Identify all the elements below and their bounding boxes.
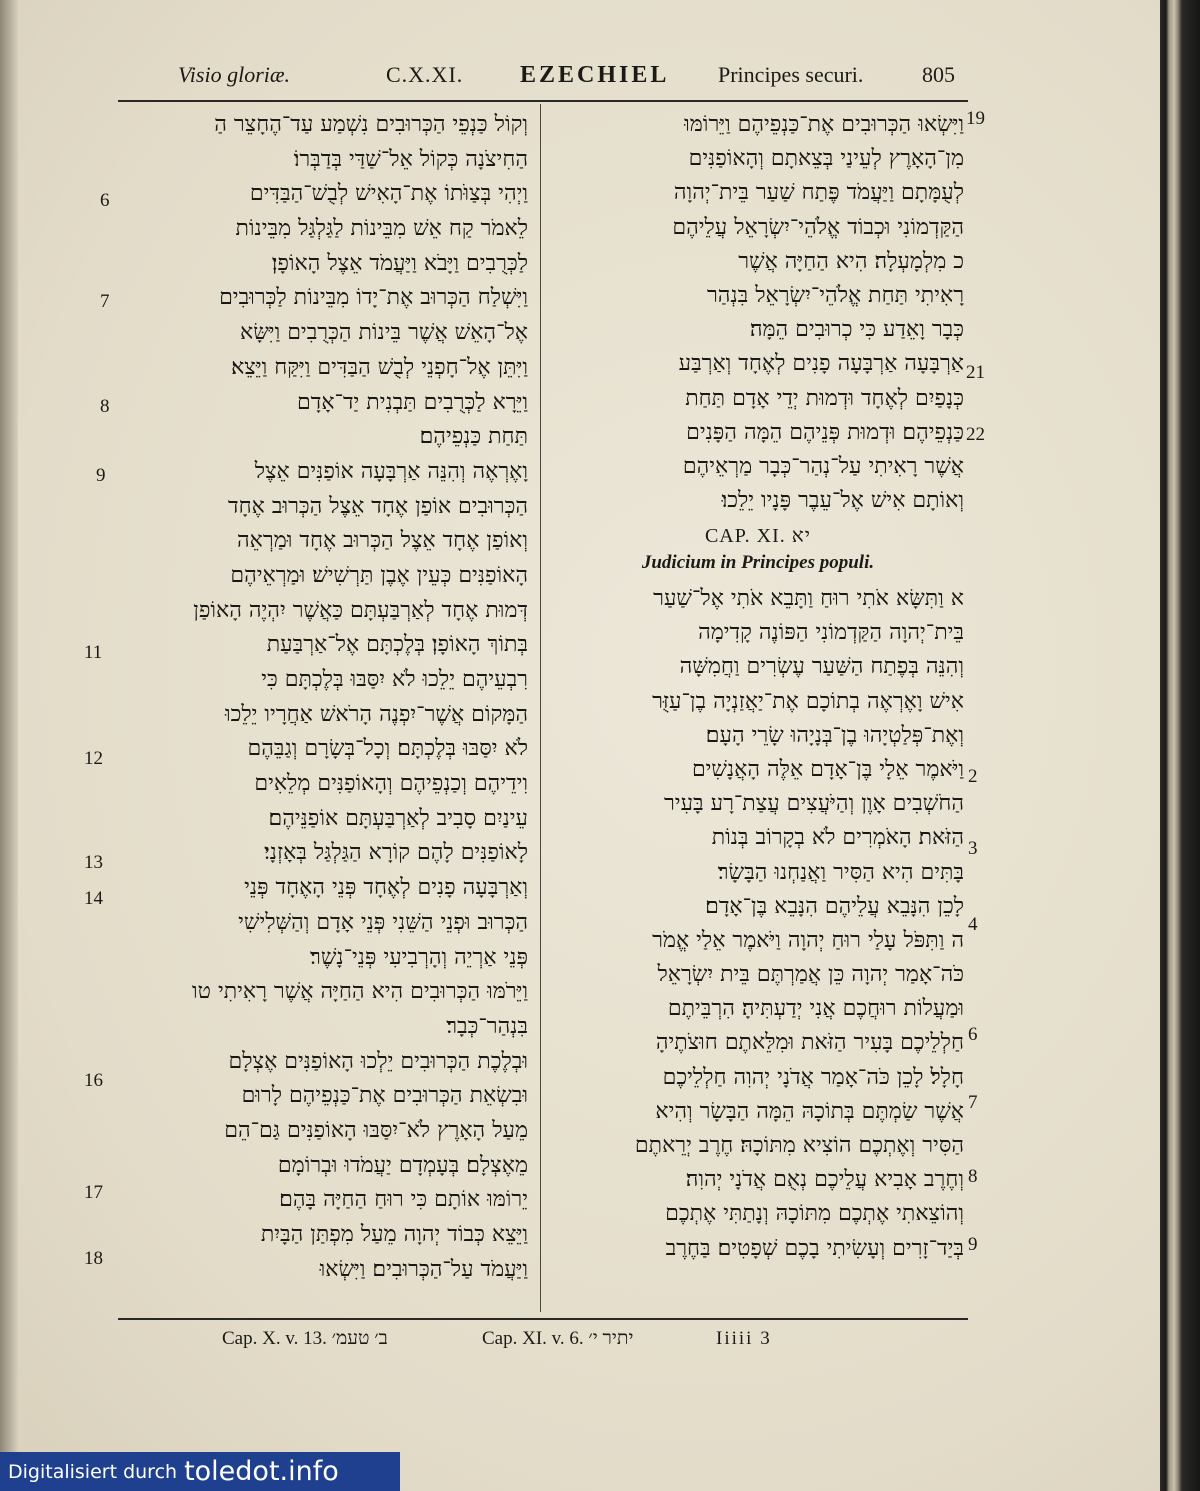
text-line: אֲשֶׁר שַׂמְתֶּם בְּתוֹכָהּ הֵמָּה הַבָּשָׂר וְהִיא bbox=[655, 1098, 964, 1124]
text-line: בְּתוֹךְ הָאוֹפָן׃ בְּלֶכְתָּם אֶל־אַרְבַּעַת bbox=[266, 632, 528, 658]
watermark-site[interactable]: toledot.info bbox=[184, 1456, 339, 1487]
verse-number: 11 bbox=[84, 642, 103, 663]
text-line: וַיֵּרֹמּוּ הַכְּרוּבִים הִיא הַחַיָּה אֲשֶׁר רָאִיתִי טו bbox=[192, 979, 528, 1005]
header-rule bbox=[118, 100, 968, 102]
verse-number: 14 bbox=[84, 888, 103, 909]
text-line: הַחֹשְׁבִים אָוֶן וְהַיֹּעֲצִים עֲצַת־רָע בָּעִיר bbox=[664, 791, 964, 817]
verse-number: 8 bbox=[968, 1166, 978, 1187]
text-line: א וַתִּשָּׂא אֹתִי רוּחַ וַתָּבֵא אֹתִי אֶל־שַׁעַר bbox=[653, 586, 964, 611]
text-line: וַיִּתֵּן אֶל־חָפְנֵי לְבֻשׁ הַבַּדִּים וַיִּקַּח וַיֵּצֵא׃ bbox=[231, 354, 528, 380]
left-column-text bbox=[118, 108, 528, 1287]
right-column-text-top bbox=[552, 108, 964, 518]
text-line: תַּחַת כַּנְפֵיהֶם׃ bbox=[419, 424, 528, 450]
text-line: רִבְעֵיהֶם יֵלֵכוּ לֹא יִסַּבּוּ בְּלֶכְתָּם כִּי bbox=[261, 667, 528, 692]
text-line: מֵעַל הָאָרֶץ לֹא־יִסַּבּוּ הָאוֹפַנִּים גַּם־הֵם bbox=[224, 1117, 528, 1143]
verse-number: 9 bbox=[96, 465, 106, 486]
verse-number: 9 bbox=[968, 1234, 978, 1255]
page-number: 805 bbox=[922, 62, 955, 87]
text-line: הַמָּקוֹם אֲשֶׁר־יִפְנֶה הָרֹאשׁ אַחֲרָיו יֵלֵכוּ bbox=[224, 701, 528, 727]
text-line: עֵינַיִם סָבִיב לְאַרְבַּעְתָּם אוֹפַנֵּיהֶם׃ bbox=[268, 805, 528, 831]
spine-shadow bbox=[0, 0, 18, 1491]
chapter-heading: CAP. XI. יא bbox=[704, 525, 812, 547]
text-line: הַכְּרוּב וּפְנֵי הַשֵּׁנִי פְּנֵי אָדָם וְהַשְּׁלִישִׁי bbox=[238, 909, 528, 935]
text-line: וְאוֹתָם אִישׁ אֶל־עֵבֶר פָּנָיו יֵלֵכוּ׃ bbox=[721, 488, 964, 514]
text-line: פְּנֵי אַרְיֵה וְהָרְבִיעִי פְּנֵי־נָשֶׁר׃ bbox=[310, 944, 528, 970]
text-line: וְחֶרֶב אָבִיא עֲלֵיכֶם נְאֻם אֲדֹנָי יְהוִה׃ bbox=[685, 1167, 964, 1193]
footer-rule bbox=[118, 1318, 968, 1320]
book-title: EZECHIEL bbox=[520, 62, 670, 88]
text-line: לְעֻמָּתָם וַיַּעֲמֹד פֶּתַח שַׁעַר בֵּית־יְהוָה bbox=[673, 180, 964, 206]
text-line: וָאֶרְאֶה וְהִנֵּה אַרְבָּעָה אוֹפַנִּים אֵצֶל bbox=[254, 458, 528, 484]
signature-mark: Iiiii 3 bbox=[716, 1328, 772, 1349]
text-line: לֵאמֹר קַח אֵשׁ מִבֵּינוֹת לַגַּלְגַּל מִבֵּינוֹת bbox=[235, 216, 528, 242]
verse-number: 16 bbox=[84, 1070, 103, 1091]
running-head-left: Visio gloriæ. bbox=[178, 62, 291, 87]
text-line: הַכְּרוּבִים אוֹפַן אֶחָד אֵצֶל הַכְּרוּב אֶחָד bbox=[228, 493, 528, 519]
text-line: בָּתִּים הִיא הַסִּיר וַאֲנַחְנוּ הַבָּשָׂר׃ bbox=[717, 859, 964, 885]
text-line: וּבִשְׂאֵת הַכְּרוּבִים אֶת־כַּנְפֵיהֶם לָרוּם bbox=[241, 1083, 528, 1109]
verse-number: 17 bbox=[84, 1182, 103, 1203]
text-line: מִן־הָאָרֶץ לְעֵינַי בְּצֵאתָם וְהָאוֹפַנִּים bbox=[688, 146, 964, 172]
text-line: וְקוֹל כַּנְפֵי הַכְּרוּבִים נִשְׁמַע עַד־הֶחָצֵר הַ bbox=[214, 112, 528, 137]
text-line: וִידֵיהֶם וְכַנְפֵיהֶם וְהָאוֹפַנִּים מְלֵאִים bbox=[254, 771, 528, 797]
text-line: מֵאֶצְלָם׃ בְּעָמְדָם יַעֲמֹדוּ וּבְרוֹמָם bbox=[277, 1152, 528, 1178]
text-line: וַיֹּאמֶר אֵלָי בֶּן־אָדָם אֵלֶּה הָאֲנָשִׁים bbox=[691, 756, 964, 782]
text-line: וַיַּעֲמֹד עַל־הַכְּרוּבִים׃ וַיִּשְׂאוּ bbox=[319, 1256, 528, 1282]
verse-number: 6 bbox=[100, 190, 110, 211]
text-line: בֵּית־יְהוָה הַקַּדְמוֹנִי הַפּוֹנֶה קָדִימָה bbox=[698, 620, 964, 646]
text-line: הַחִיצֹנָה כְּקוֹל אֵל־שַׁדַּי בְּדַבְּרוֹ׃ bbox=[293, 146, 528, 172]
book-edge bbox=[1160, 0, 1200, 1491]
right-column-text-bottom bbox=[552, 582, 964, 1266]
text-line: לָאוֹפַנִּים לָהֶם קוֹרָא הַגַּלְגַּל בְּאָזְנָי׃ bbox=[264, 840, 528, 866]
text-line: בְּיַד־זָרִים וְעָשִׂיתִי בָכֶם שְׁפָטִים׃ בַּחֶרֶב bbox=[665, 1235, 964, 1261]
digitization-watermark[interactable] bbox=[0, 1452, 400, 1491]
verse-number: 2 bbox=[968, 766, 978, 787]
watermark-prefix: Digitalisiert durch bbox=[8, 1460, 178, 1483]
running-head-right: Principes securi. bbox=[718, 62, 864, 87]
verse-number: 13 bbox=[84, 852, 103, 873]
text-line: הַזֹּאת׃ הָאֹמְרִים לֹא בְקָרוֹב בְּנוֹת bbox=[711, 825, 964, 851]
text-line: וְהוֹצֵאתִי אֶתְכֶם מִתּוֹכָהּ וְנָתַתִּי אֶתְכֶם bbox=[665, 1201, 964, 1227]
verse-number: 7 bbox=[968, 1092, 978, 1113]
text-line: וְאַרְבָּעָה פָנִים לְאֶחָד פְּנֵי הָאֶחָד פְּנֵי bbox=[244, 875, 528, 901]
text-line: וַיִּשְׁלַח הַכְּרוּב אֶת־יָדוֹ מִבֵּינוֹת לַכְּרוּבִים bbox=[219, 285, 528, 311]
text-line: אַרְבָּעָה אַרְבָּעָה פָנִים לְאֶחָד וְאַרְבַּע bbox=[678, 351, 964, 377]
verse-number: 4 bbox=[968, 914, 978, 935]
text-line: דְּמוּת אֶחָד לְאַרְבַּעְתָּם כַּאֲשֶׁר יִהְיֶה הָאוֹפַן bbox=[193, 597, 528, 623]
verse-number: 3 bbox=[968, 838, 978, 859]
text-line: לֹא יִסַּבּוּ בְּלֶכְתָּם׃ וְכָל־בְּשָׂרָם וְגַבֵּהֶם bbox=[247, 736, 528, 762]
verse-number: 21 bbox=[966, 362, 985, 383]
text-line: וַיֵּצֵא כְּבוֹד יְהוָה מֵעַל מִפְתַּן הַבָּיִת bbox=[260, 1222, 528, 1247]
text-line: וּבְלֶכֶת הַכְּרוּבִים יֵלְכוּ הָאוֹפַנִּים אֶצְלָם bbox=[228, 1048, 528, 1074]
text-line: אֲשֶׁר רָאִיתִי עַל־נְהַר־כְּבָר מַרְאֵיהֶם bbox=[682, 453, 964, 479]
verse-number: 6 bbox=[968, 1024, 978, 1045]
verse-number: 8 bbox=[100, 396, 110, 417]
text-line: אִישׁ וָאֶרְאֶה בְתוֹכָם אֶת־יַאֲזַנְיָה בֶן־עַזֻּר bbox=[652, 688, 964, 714]
text-line: יֵרוֹמּוּ אוֹתָם כִּי רוּחַ הַחַיָּה בָּהֶם׃ bbox=[279, 1187, 528, 1213]
text-line: לָכֵן הִנָּבֵא עֲלֵיהֶם הִנָּבֵא בֶּן־אָדָם׃ bbox=[705, 893, 964, 919]
footnote-left: Cap. X. v. 13. ב׳ טעמ׳ bbox=[222, 1328, 388, 1349]
verse-number: 7 bbox=[100, 291, 110, 312]
text-line: וְהִנֵּה בְּפֶתַח הַשַּׁעַר עֶשְׂרִים וַחֲמִשָּׁה bbox=[679, 654, 964, 680]
text-line: כְּנָפַיִם לְאֶחָד וּדְמוּת יְדֵי אָדָם תַּחַת bbox=[685, 385, 964, 411]
text-line: אֶל־הָאֵשׁ אֲשֶׁר בֵּינוֹת הַכְּרֻבִים וַיִּשָּׂא bbox=[240, 320, 528, 346]
text-line: חָלָל׃ לָכֵן כֹּה־אָמַר אֲדֹנָי יְהוִה חַלְלֵיכֶם bbox=[662, 1064, 964, 1090]
chapter-range: C.X.XI. bbox=[386, 62, 464, 87]
text-line: הַקַּדְמוֹנִי וּכְבוֹד אֱלֹהֵי־יִשְׂרָאֵל עֲלֵיהֶם bbox=[672, 214, 964, 240]
text-line: וְאוֹפַן אֶחָד אֵצֶל הַכְּרוּב אֶחָד וּמַרְאֵה bbox=[237, 528, 528, 554]
text-line: הַסִּיר וְאֶתְכֶם הוֹצִיא מִתּוֹכָהּ׃ חֶרֶב יְרֵאתֶם bbox=[634, 1133, 964, 1158]
text-line: כֹּה־אָמַר יְהוָה כֵּן אֲמַרְתֶּם בֵּית יִשְׂרָאֵל bbox=[657, 962, 964, 988]
text-line: וְאֶת־פְּלַטְיָהוּ בֶן־בְּנָיָהוּ שָׂרֵי הָעָם׃ bbox=[705, 722, 964, 748]
verse-number: 19 bbox=[966, 108, 985, 129]
text-line: כַּנְפֵיהֶם׃ וּדְמוּת פְּנֵיהֶם הֵמָּה הַפָּנִים bbox=[686, 419, 964, 445]
text-line: הָאוֹפַנִּים כְּעֵין אֶבֶן תַּרְשִׁישׁ׃ וּמַרְאֵיהֶם bbox=[230, 562, 528, 588]
text-line: רָאִיתִי תַּחַת אֱלֹהֵי־יִשְׂרָאֵל בִּנְהַר bbox=[707, 282, 964, 308]
footnote-middle: Cap. XI. v. 6. יתיר י׳ bbox=[482, 1328, 634, 1349]
chapter-subtitle: Judicium in Principes populi. bbox=[641, 552, 875, 573]
text-line: ה וַתִּפֹּל עָלַי רוּחַ יְהוָה וַיֹּאמֶר אֵלַי אֱמֹר bbox=[652, 927, 964, 953]
text-line: כְּבָר וָאֵדַע כִּי כְרוּבִים הֵמָּה׃ bbox=[749, 317, 964, 343]
verse-number: 18 bbox=[84, 1248, 103, 1269]
text-line: וּמַעֲלוֹת רוּחֲכֶם אֲנִי יְדַעְתִּיהָ׃ הִרְבֵּיתֶם bbox=[667, 996, 964, 1022]
text-line: וַיְהִי בְּצַוֹּתוֹ אֶת־הָאִישׁ לְבֻשׁ־הַבַּדִּים bbox=[249, 181, 528, 207]
text-line: לַכְּרֻבִים וַיָּבֹא וַיַּעֲמֹד אֵצֶל הָאוֹפָן׃ bbox=[271, 250, 528, 276]
text-line: בִּנְהַר־כְּבָר׃ bbox=[446, 1013, 528, 1039]
text-line: חַלְלֵיכֶם בָּעִיר הַזֹּאת וּמִלֵּאתֶם חוּצֹתֶיהָ bbox=[655, 1030, 964, 1056]
text-line: כ מִלְמָעְלָה׃ הִיא הַחַיָּה אֲשֶׁר bbox=[738, 248, 964, 274]
verse-number: 22 bbox=[966, 424, 985, 445]
text-line: וַיִּשְׂאוּ הַכְּרוּבִים אֶת־כַּנְפֵיהֶם וַיֵּרוֹמּוּ bbox=[684, 112, 964, 137]
text-line: וַיֵּרָא לַכְּרֻבִים תַּבְנִית יַד־אָדָם bbox=[297, 389, 528, 415]
column-divider bbox=[540, 104, 541, 1312]
verse-number: 12 bbox=[84, 748, 103, 769]
